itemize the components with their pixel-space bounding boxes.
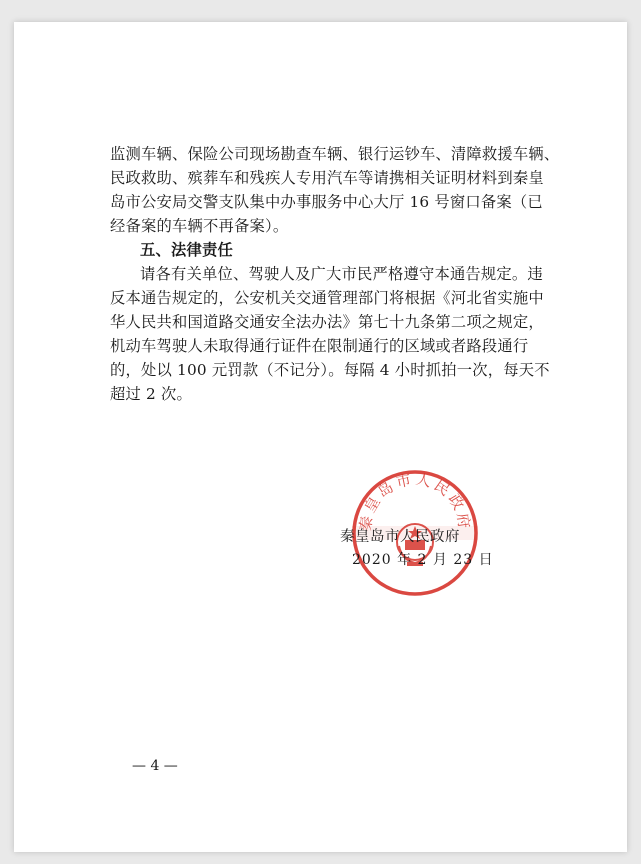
document-body	[110, 142, 560, 406]
svg-text:秦皇岛市人民政府	[356, 470, 473, 532]
body-line: 经备案的车辆不再备案）。	[110, 217, 289, 235]
body-line: 超过 2 次。	[110, 385, 193, 403]
body-line: 的，处以 100 元罚款（不记分）。每隔 4 小时抓拍一次，每天不	[110, 361, 550, 379]
signature-organization: 秦皇岛市人民政府	[340, 529, 460, 545]
body-line: 监测车辆、保险公司现场勘查车辆、银行运钞车、清障救援车辆、	[110, 145, 560, 163]
body-line: 岛市公安局交警支队集中办事服务中心大厅 16 号窗口备案（已	[110, 193, 543, 211]
document-date: 2020 年 2 月 23 日	[352, 552, 494, 568]
seal-text: 秦皇岛市人民政府	[356, 470, 474, 533]
body-line: 反本通告规定的，公安机关交通管理部门将根据《河北省实施中	[110, 289, 544, 307]
body-line: 请各有关单位、驾驶人及广大市民严格遵守本通告规定。违	[140, 265, 543, 283]
document-page	[14, 22, 627, 852]
page-number: — 4 —	[132, 758, 178, 774]
body-line: 机动车驾驶人未取得通行证件在限制通行的区域或者路段通行	[110, 337, 529, 355]
section-heading: 五、法律责任	[140, 241, 233, 259]
body-line: 民政救助、殡葬车和残疾人专用汽车等请携相关证明材料到秦皇	[110, 169, 544, 187]
body-line: 华人民共和国道路交通安全法办法》第七十九条第二项之规定，	[110, 313, 544, 331]
